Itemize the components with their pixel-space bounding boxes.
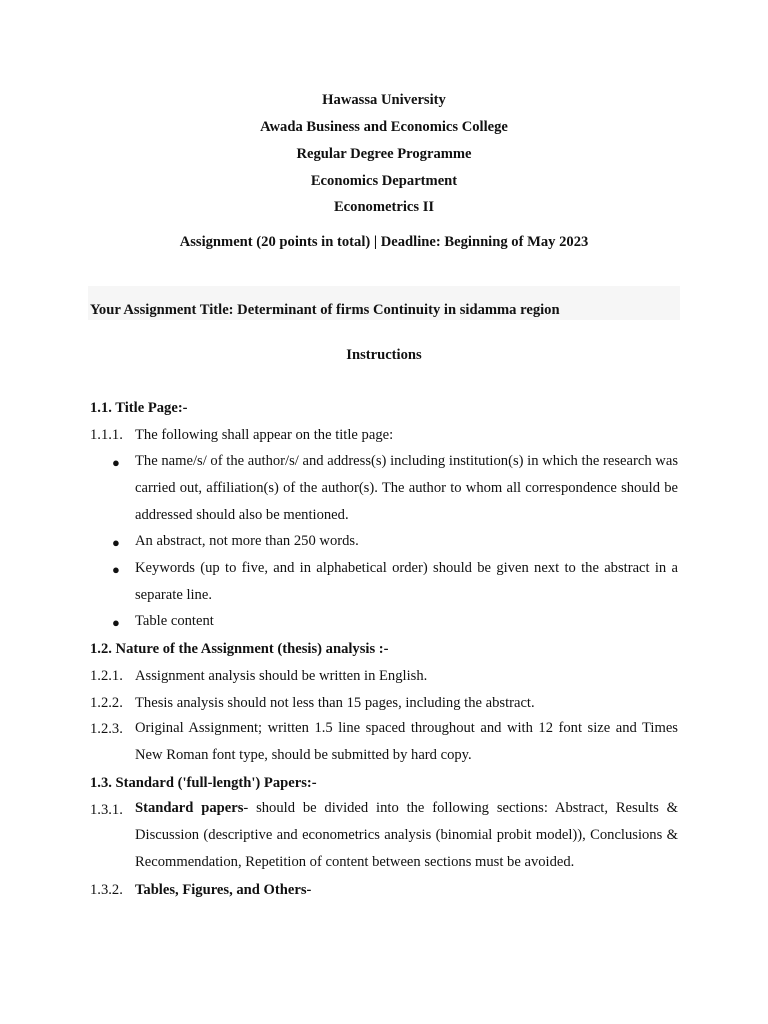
item-text: The following shall appear on the title page:	[135, 427, 394, 443]
item-bold-lead: Standard papers	[135, 800, 244, 816]
bullet-item: The name/s/ of the author/s/ and address(s) including institution(s) in which the research was carried out, affiliation(s) of the author(s). The author to whom all correspondence should be addressed should also be mentioned.	[135, 453, 678, 523]
item-text	[135, 795, 678, 875]
bullet-icon: ●	[112, 455, 120, 470]
section-title-page-heading: 1.1. Title Page:-	[90, 400, 188, 416]
item-body: - should be divided into the following sections: Abstract, Results & Discussion (descriptive and econometrics analysis (binomial probit model)), Conclusions & Recommendation, Repetition of content between sections must be avoided.	[135, 800, 678, 870]
bullet-item: Table content	[135, 613, 214, 629]
item-number: 1.1.1.	[90, 427, 123, 443]
section-nature-heading: 1.2. Nature of the Assignment (thesis) analysis :-	[90, 641, 389, 657]
item-text: Thesis analysis should not less than 15 pages, including the abstract.	[135, 695, 535, 711]
item-number: 1.3.2.	[90, 882, 123, 898]
item-number: 1.3.1.	[90, 802, 123, 818]
bullet-icon: ●	[112, 535, 120, 550]
item-text: Assignment analysis should be written in English.	[135, 668, 428, 684]
item-number: 1.2.1.	[90, 668, 123, 684]
item-text: Tables, Figures, and Others-	[135, 882, 312, 898]
programme-name: Regular Degree Programme	[296, 146, 472, 162]
bullet-icon: ●	[112, 562, 120, 577]
bullet-item: An abstract, not more than 250 words.	[135, 533, 359, 549]
college-name: Awada Business and Economics College	[260, 119, 508, 135]
assignment-title: Your Assignment Title: Determinant of firms Continuity in sidamma region	[90, 302, 560, 318]
instructions-heading: Instructions	[346, 347, 422, 363]
bullet-icon: ●	[112, 615, 120, 630]
item-number: 1.2.3.	[90, 721, 123, 737]
assignment-deadline: Assignment (20 points in total) | Deadline: Beginning of May 2023	[179, 234, 589, 250]
university-name: Hawassa University	[322, 92, 446, 108]
department-name: Economics Department	[310, 173, 458, 189]
bullet-item: Keywords (up to five, and in alphabetical order) should be given next to the abstract in a separate line.	[135, 560, 678, 603]
assignment-title-band	[88, 286, 680, 320]
item-text: Original Assignment; written 1.5 line spaced throughout and with 12 font size and Times New Roman font type, should be submitted by hard copy.	[135, 720, 678, 763]
item-number: 1.2.2.	[90, 695, 123, 711]
section-standard-papers-heading: 1.3. Standard ('full-length') Papers:-	[90, 775, 317, 791]
course-name: Econometrics II	[333, 199, 435, 215]
